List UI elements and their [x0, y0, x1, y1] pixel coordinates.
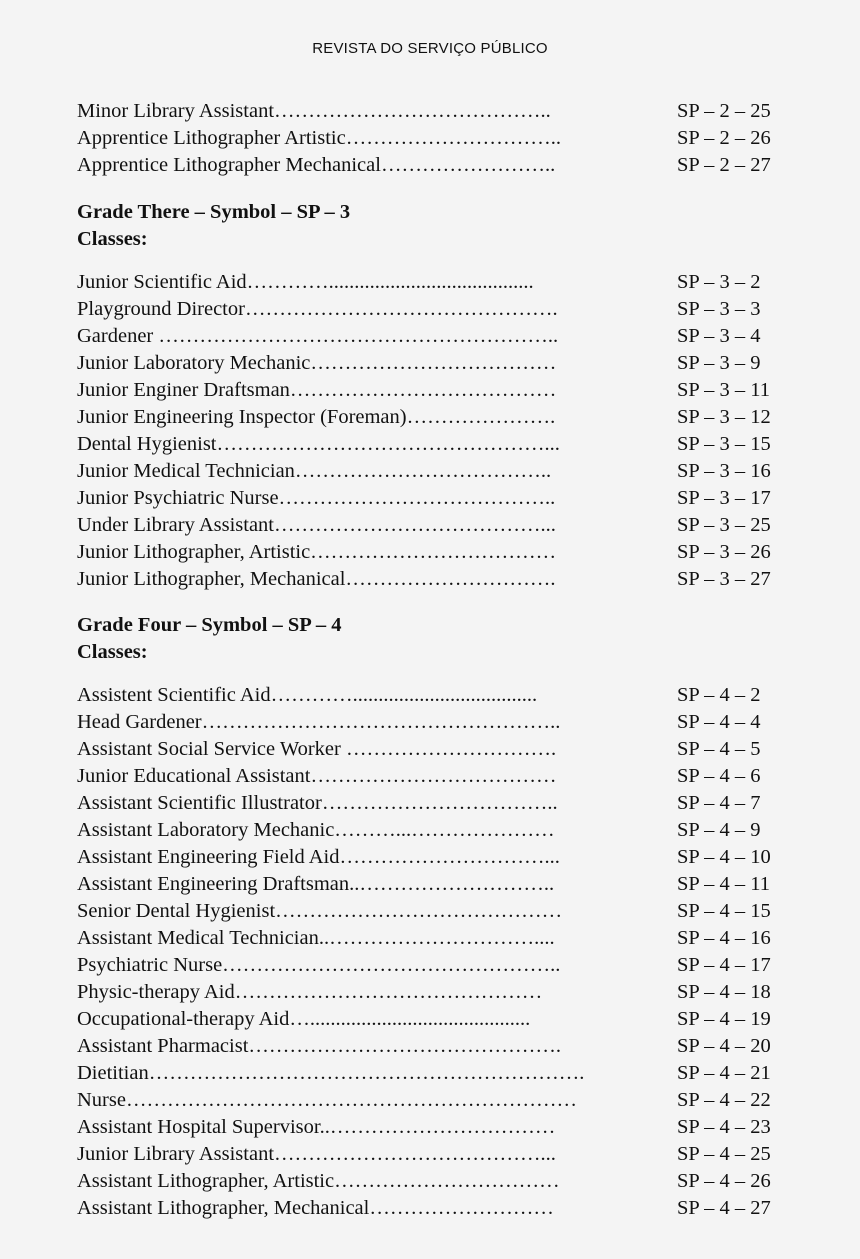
class-name: Under Library Assistant…………………………………...: [77, 514, 556, 536]
class-name: Minor Library Assistant…………………………………..: [77, 100, 551, 122]
class-name: Nurse…………………………………………………………: [77, 1089, 577, 1111]
list-item: [77, 1006, 787, 1033]
list-item: [77, 952, 787, 979]
list-item: [77, 377, 787, 404]
list-item: [77, 871, 787, 898]
list-item: [77, 1114, 787, 1141]
class-name: Junior Lithographer, Artistic………………………………: [77, 541, 557, 563]
class-symbol: SP – 3 – 17: [677, 487, 771, 509]
class-name: Head Gardener……………………………………………..: [77, 711, 561, 733]
class-name: Assistant Lithographer, Artistic……………………………: [77, 1170, 560, 1192]
list-item: [77, 269, 787, 296]
class-symbol: SP – 4 – 2: [677, 684, 761, 706]
class-name: Assistant Scientific Illustrator……………………………..: [77, 792, 558, 814]
class-name: Physic-therapy Aid………………………………………: [77, 981, 543, 1003]
class-symbol: SP – 4 – 9: [677, 819, 761, 841]
list-item: [77, 485, 787, 512]
class-name: Assistent Scientific Aid…………....................................: [77, 684, 538, 706]
class-symbol: SP – 3 – 26: [677, 541, 771, 563]
grade-three-heading: [77, 199, 787, 253]
class-symbol: SP – 4 – 11: [677, 873, 771, 895]
class-symbol: SP – 3 – 11: [677, 379, 771, 401]
list-item: [77, 566, 787, 593]
class-symbol: SP – 3 – 2: [677, 271, 761, 293]
class-name: Assistant Social Service Worker ………………………….: [77, 738, 557, 760]
class-name: Junior Scientific Aid…………........................................: [77, 271, 534, 293]
list-item: [77, 296, 787, 323]
class-symbol: SP – 4 – 22: [677, 1089, 771, 1111]
list-item: [77, 152, 787, 179]
grade-four-heading: [77, 612, 787, 666]
grade-two-list: [77, 98, 787, 179]
class-name: Assistant Hospital Supervisor..……………………………: [77, 1116, 556, 1138]
class-symbol: SP – 3 – 27: [677, 568, 771, 590]
list-item: [77, 323, 787, 350]
class-name: Apprentice Lithographer Mechanical……………………..: [77, 154, 556, 176]
class-name: Junior Lithographer, Mechanical………………………….: [77, 568, 556, 590]
class-symbol: SP – 4 – 17: [677, 954, 771, 976]
class-name: Senior Dental Hygienist……………………………………: [77, 900, 563, 922]
class-name: Assistant Pharmacist……………………………………….: [77, 1035, 562, 1057]
class-symbol: SP – 2 – 26: [677, 127, 771, 149]
list-item: [77, 979, 787, 1006]
class-name: Psychiatric Nurse…………………………………………..: [77, 954, 561, 976]
list-item: [77, 404, 787, 431]
class-symbol: SP – 4 – 25: [677, 1143, 771, 1165]
class-symbol: SP – 3 – 25: [677, 514, 771, 536]
class-symbol: SP – 4 – 15: [677, 900, 771, 922]
class-symbol: SP – 3 – 4: [677, 325, 761, 347]
class-symbol: SP – 4 – 6: [677, 765, 761, 787]
list-item: [77, 539, 787, 566]
grade-three-list: [77, 269, 787, 593]
class-name: Junior Medical Technician………………………………..: [77, 460, 552, 482]
class-name: Assistant Engineering Draftsman..………………………..: [77, 873, 555, 895]
list-item: [77, 1141, 787, 1168]
list-item: [77, 98, 787, 125]
class-symbol: SP – 4 – 19: [677, 1008, 771, 1030]
section-title: Grade Four – Symbol – SP – 4: [77, 614, 342, 636]
class-name: Playground Director……………………………………….: [77, 298, 558, 320]
class-symbol: SP – 4 – 7: [677, 792, 761, 814]
class-name: Junior Engineering Inspector (Foreman)………………….: [77, 406, 556, 428]
class-name: Dietitian……………………………………………………….: [77, 1062, 585, 1084]
class-symbol: SP – 3 – 9: [677, 352, 761, 374]
class-symbol: SP – 3 – 16: [677, 460, 771, 482]
section-subtitle: Classes:: [77, 228, 148, 250]
class-symbol: SP – 4 – 10: [677, 846, 771, 868]
class-symbol: SP – 4 – 21: [677, 1062, 771, 1084]
class-name: Junior Laboratory Mechanic………………………………: [77, 352, 557, 374]
list-item: [77, 844, 787, 871]
list-item: [77, 125, 787, 152]
class-name: Gardener …………………………………………………..: [77, 325, 559, 347]
running-header: REVISTA DO SERVIÇO PÚBLICO: [312, 40, 548, 57]
list-item: [77, 458, 787, 485]
class-symbol: SP – 4 – 23: [677, 1116, 771, 1138]
class-name: Junior Psychiatric Nurse…………………………………..: [77, 487, 556, 509]
class-symbol: SP – 4 – 26: [677, 1170, 771, 1192]
class-symbol: SP – 4 – 16: [677, 927, 771, 949]
class-name: Occupational-therapy Aid…...........................................: [77, 1008, 531, 1030]
grade-four-list: [77, 682, 787, 1222]
list-item: [77, 682, 787, 709]
class-name: Apprentice Lithographer Artistic…………………………..: [77, 127, 561, 149]
class-name: Junior Enginer Draftsman…………………………………: [77, 379, 557, 401]
list-item: [77, 736, 787, 763]
list-item: [77, 1087, 787, 1114]
class-symbol: SP – 4 – 27: [677, 1197, 771, 1219]
class-name: Assistant Medical Technician..…………………………....: [77, 927, 555, 949]
class-symbol: SP – 4 – 4: [677, 711, 761, 733]
list-item: [77, 1060, 787, 1087]
class-symbol: SP – 3 – 3: [677, 298, 761, 320]
class-symbol: SP – 3 – 12: [677, 406, 771, 428]
list-item: [77, 790, 787, 817]
list-item: [77, 512, 787, 539]
class-name: Assistant Lithographer, Mechanical………………………: [77, 1197, 554, 1219]
class-name: Junior Library Assistant…………………………………...: [77, 1143, 556, 1165]
section-subtitle: Classes:: [77, 641, 148, 663]
list-item: [77, 763, 787, 790]
section-title: Grade There – Symbol – SP – 3: [77, 201, 351, 223]
class-symbol: SP – 4 – 18: [677, 981, 771, 1003]
class-name: Junior Educational Assistant………………………………: [77, 765, 557, 787]
class-symbol: SP – 4 – 20: [677, 1035, 771, 1057]
list-item: [77, 1033, 787, 1060]
class-symbol: SP – 3 – 15: [677, 433, 771, 455]
class-name: Assistant Engineering Field Aid…………………………...: [77, 846, 560, 868]
class-symbol: SP – 2 – 25: [677, 100, 771, 122]
list-item: [77, 709, 787, 736]
list-item: [77, 1168, 787, 1195]
list-item: [77, 925, 787, 952]
class-name: Dental Hygienist…………………………………………...: [77, 433, 560, 455]
list-item: [77, 898, 787, 925]
class-symbol: SP – 4 – 5: [677, 738, 761, 760]
list-item: [77, 431, 787, 458]
class-symbol: SP – 2 – 27: [677, 154, 771, 176]
list-item: [77, 817, 787, 844]
list-item: [77, 350, 787, 377]
class-name: Assistant Laboratory Mechanic………...…………………: [77, 819, 555, 841]
list-item: [77, 1195, 787, 1222]
